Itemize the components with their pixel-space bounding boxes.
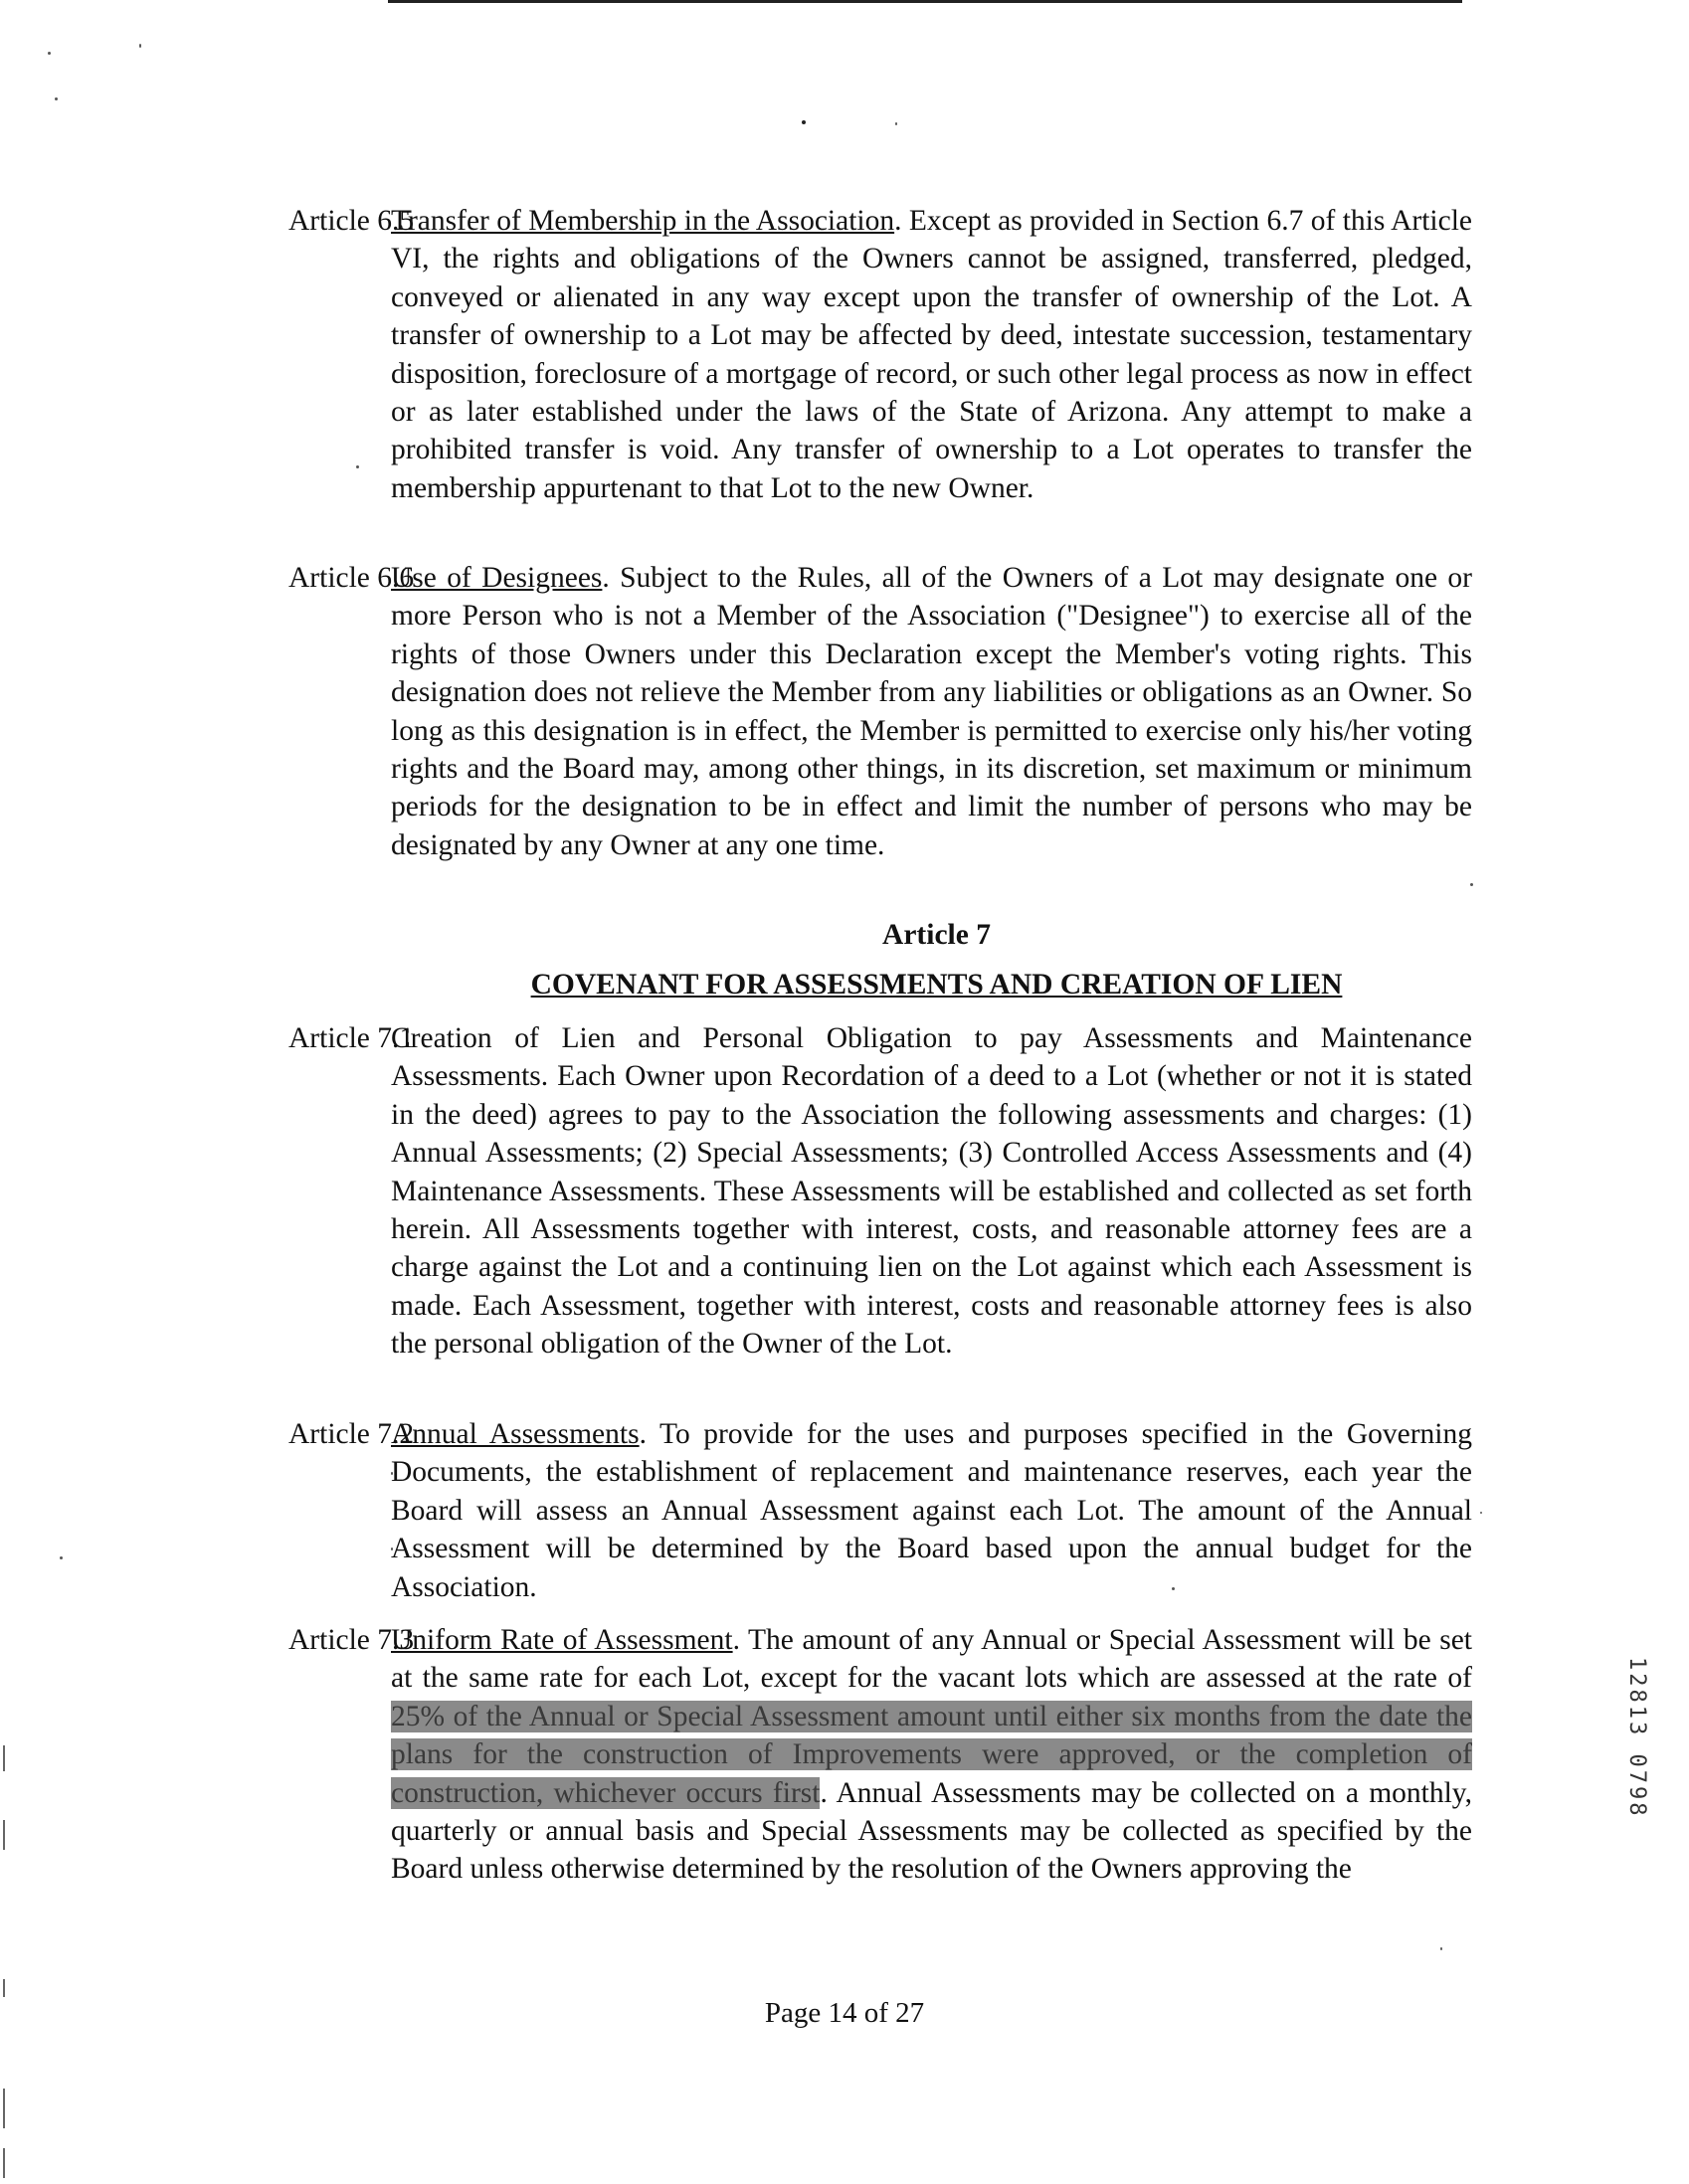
article-text-continued: . Annual Assessments may be collected on a monthly, quarterly or annual basis and Special Assessments may be collected as specified by the Board unless otherwise determined by the resolution of the Owners approving the (391, 1776, 1473, 1886)
recording-stamp-digits: 12813 0798 (1624, 1657, 1649, 1819)
article-text: . Except as provided in Section 6.7 of this Article VI, the rights and obligations of the Owners cannot be assigned, transferred, pledged, conveyed or alienated in any way except upon the transfer of ownership of the Lot. A transfer of ownership to a Lot may be affected by deed, intestate succession, testamentary disposition, foreclosure of a mortgage of record, or such other legal process as now in effect or as later established under the laws of the State of Arizona. Any attempt to make a prohibited transfer is void. Any transfer of ownership to a Lot operates to transfer the membership appurtenant to that Lot to the new Owner. (391, 205, 1472, 504)
article-label: Article 6.5 (288, 205, 415, 237)
article-label: Article 7.1 (288, 1022, 415, 1054)
article-7-2 (288, 1415, 1482, 1606)
recording-stamp (1623, 1603, 1651, 1845)
section-number-heading: Article 7 (882, 919, 991, 951)
article-text: . Subject to the Rules, all of the Owners of a Lot may designate one or more Person who is not a Member of the Association ("Designee") to exercise all of the rights of those Owners under this Declaration except the Member's voting rights. This designation does not relieve the Member from any liabilities or obligations as an Owner. So long as this designation is in effect, the Member is permitted to exercise only his/her voting rights and the Board may, among other things, in its discretion, set maximum or minimum periods for the designation to be in effect and limit the number of persons who may be designated by any Owner at any one time. (391, 562, 1472, 861)
article-6-6 (288, 559, 1482, 864)
article-text: Creation of Lien and Personal Obligation to pay Assessments and Maintenance Assessments. Each Owner upon Recordation of a deed to a Lot (whether or not it is stated in the deed) agrees to pay to the Association the following assessments and charges: (1) Annual Assessments; (2) Special Assessments; (3) Controlled Access Assessments and (4) Maintenance Assessments. These Assessments will be established and collected as set forth herein. All Assessments together with interest, costs, and reasonable attorney fees are a charge against the Lot and a continuing lien on the Lot against which each Assessment is made. Each Assessment, together with interest, costs and reasonable attorney fees is also the personal obligation of the Owner of the Lot. (391, 1022, 1472, 1361)
article-body (391, 202, 1472, 507)
article-text: . The amount of any Annual or Special Assessment will be set at the same rate for each Lot, except for the vacant lots which are assessed at the rate of (391, 1624, 1472, 1695)
article-title: Transfer of Membership in the Association (391, 205, 895, 237)
article-title: Use of Designees (391, 562, 603, 594)
page-number: Page 14 of 27 (764, 1997, 925, 2029)
article-6-5 (288, 202, 1482, 507)
article-title: Annual Assessments (391, 1418, 640, 1450)
article-body (391, 1415, 1472, 1606)
article-title: Uniform Rate of Assessment (391, 1624, 733, 1656)
article-7-1 (288, 1019, 1482, 1364)
article-7-3 (288, 1621, 1482, 1889)
article-body (391, 1019, 1472, 1364)
article-body (391, 1621, 1472, 1889)
article-text: . To provide for the uses and purposes specified in the Governing Documents, the establishment of replacement and maintenance reserves, each year the Board will assess an Annual Assessment against each Lot. The amount of the Annual Assessment will be determined by the Board based upon the annual budget for the Association. (391, 1418, 1473, 1603)
section-title-heading: COVENANT FOR ASSESSMENTS AND CREATION OF LIEN (530, 969, 1343, 1001)
article-body (391, 559, 1472, 864)
highlighted-text: 25% of the Annual or Special Assessment amount until either six months from the date the plans for the construction of Improvements were approved, or the completion of construction, whichever occurs first (391, 1700, 1472, 1809)
top-border-rule (388, 0, 1462, 3)
article-label: Article 7.3 (288, 1624, 415, 1656)
article-label: Article 7.2 (288, 1418, 415, 1450)
article-label: Article 6.6 (288, 562, 415, 594)
